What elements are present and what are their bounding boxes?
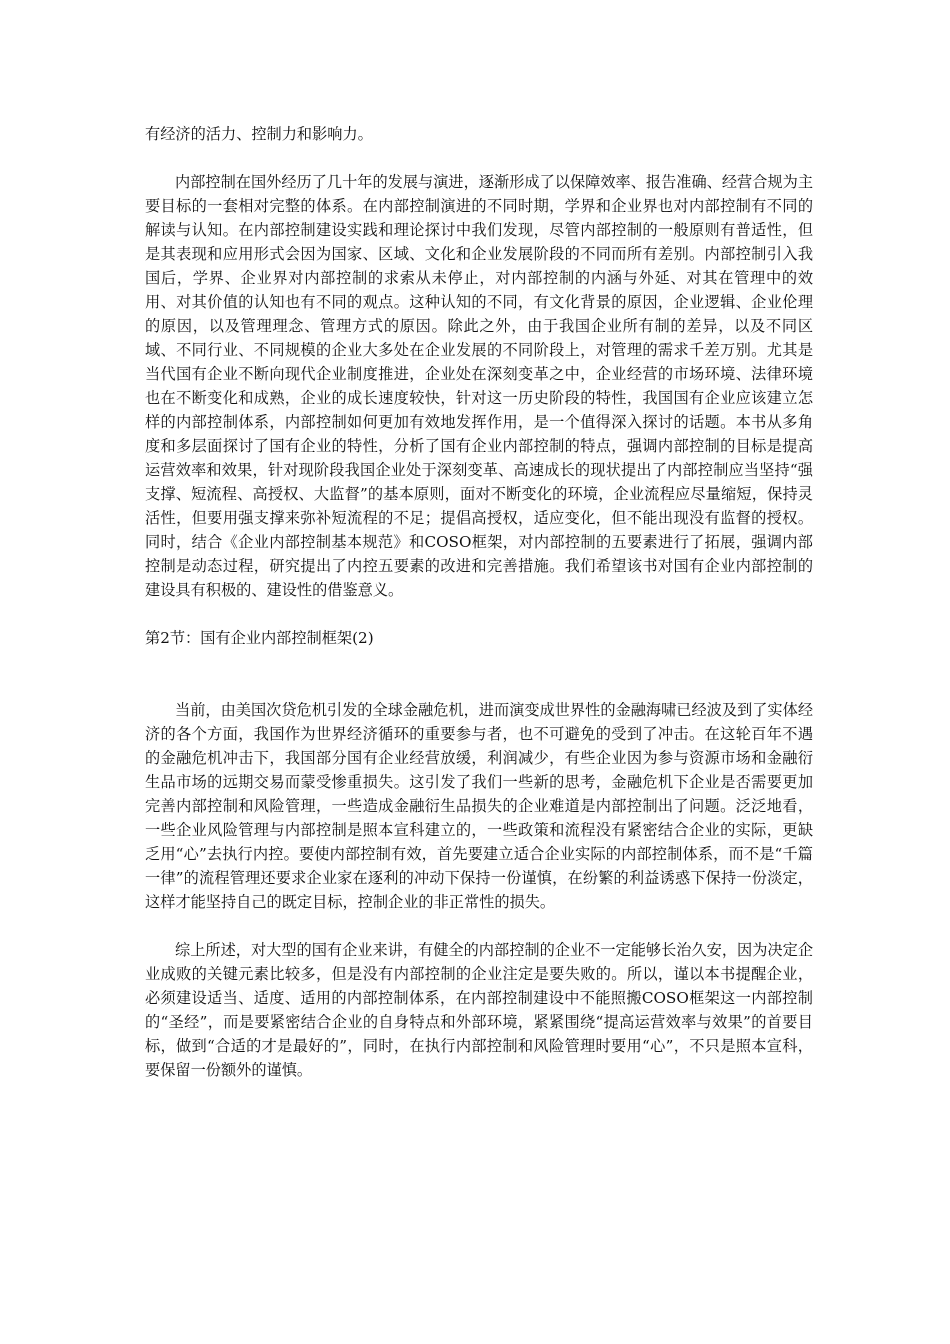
paragraph-conclusion: 综上所述，对大型的国有企业来讲，有健全的内部控制的企业不一定能够长治久安，因为决定企业成败的关键元素比较多，但是没有内部控制的企业注定是要失败的。所以，谨以本书提醒企业，必须建设适当、适度、适用的内部控制体系，在内部控制建设中不能照搬COSO框架这一内部控制的“圣经”，而是要紧密结合企业的自身特点和外部环境，紧紧围绕“提高运营效率与效果”的首要目标，做到“合适的才是最好的”，同时，在执行内部控制和风险管理时要用“心”，不只是照本宣科，要保留一份额外的谨慎。 (145, 941, 813, 1079)
paragraph-financial-crisis: 当前，由美国次贷危机引发的全球金融危机，进而演变成世界性的金融海啸已经波及到了实体经济的各个方面，我国作为世界经济循环的重要参与者，也不可避免的受到了冲击。在这轮百年不遇的金融危机冲击下，我国部分国有企业经营放缓，利润减少，有些企业因为参与资源市场和金融衍生品市场的远期交易而蒙受惨重损失。这引发了我们一些新的思考，金融危机下企业是否需要更加完善内部控制和风险管理，一些造成金融衍生品损失的企业难道是内部控制出了问题。泛泛地看，一些企业风险管理与内部控制是照本宣科建立的，一些政策和流程没有紧密结合企业的实际，更缺乏用“心”去执行内控。要使内部控制有效，首先要建立适合企业实际的内部控制体系，而不是“千篇一律”的流程管理还要求企业家在逐利的冲动下保持一份谨慎，在纷繁的利益诱惑下保持一份淡定，这样才能坚持自己的既定目标，控制企业的非正常性的损失。 (145, 701, 813, 911)
section-heading: 第2节：国有企业内部控制框架(2) (145, 629, 374, 647)
document-page (145, 122, 813, 1082)
paragraph-continuation: 有经济的活力、控制力和影响力。 (145, 125, 373, 143)
paragraph-internal-control-overview: 内部控制在国外经历了几十年的发展与演进，逐渐形成了以保障效率、报告准确、经营合规为主要目标的一套相对完整的体系。在内部控制演进的不同时期，学界和企业界也对内部控制有不同的解读与认知。在内部控制建设实践和理论探讨中我们发现，尽管内部控制的一般原则有普适性，但是其表现和应用形式会因为国家、区域、文化和企业发展阶段的不同而所有差别。内部控制引入我国后，学界、企业界对内部控制的求索从未停止，对内部控制的内涵与外延、对其在管理中的效用、对其价值的认知也有不同的观点。这种认知的不同，有文化背景的原因，企业逻辑、企业伦理的原因，以及管理理念、管理方式的原因。除此之外，由于我国企业所有制的差异，以及不同区域、不同行业、不同规模的企业大多处在企业发展的不同阶段上，对管理的需求千差万别。尤其是当代国有企业不断向现代企业制度推进，企业处在深刻变革之中，企业经营的市场环境、法律环境也在不断变化和成熟，企业的成长速度较快，针对这一历史阶段的特性，我国国有企业应该建立怎样的内部控制体系，内部控制如何更加有效地发挥作用，是一个值得深入探讨的话题。本书从多角度和多层面探讨了国有企业的特性，分析了国有企业内部控制的特点，强调内部控制的目标是提高运营效率和效果，针对现阶段我国企业处于深刻变革、高速成长的现状提出了内部控制应当坚持“强支撑、短流程、高授权、大监督”的基本原则，面对不断变化的环境，企业流程应尽量缩短，保持灵活性，但要用强支撑来弥补短流程的不足；提倡高授权，适应变化，但不能出现没有监督的授权。同时，结合《企业内部控制基本规范》和COSO框架，对内部控制的五要素进行了拓展，强调内部控制是动态过程，研究提出了内控五要素的改进和完善措施。我们希望该书对国有企业内部控制的建设具有积极的、建设性的借鉴意义。 (145, 173, 813, 599)
